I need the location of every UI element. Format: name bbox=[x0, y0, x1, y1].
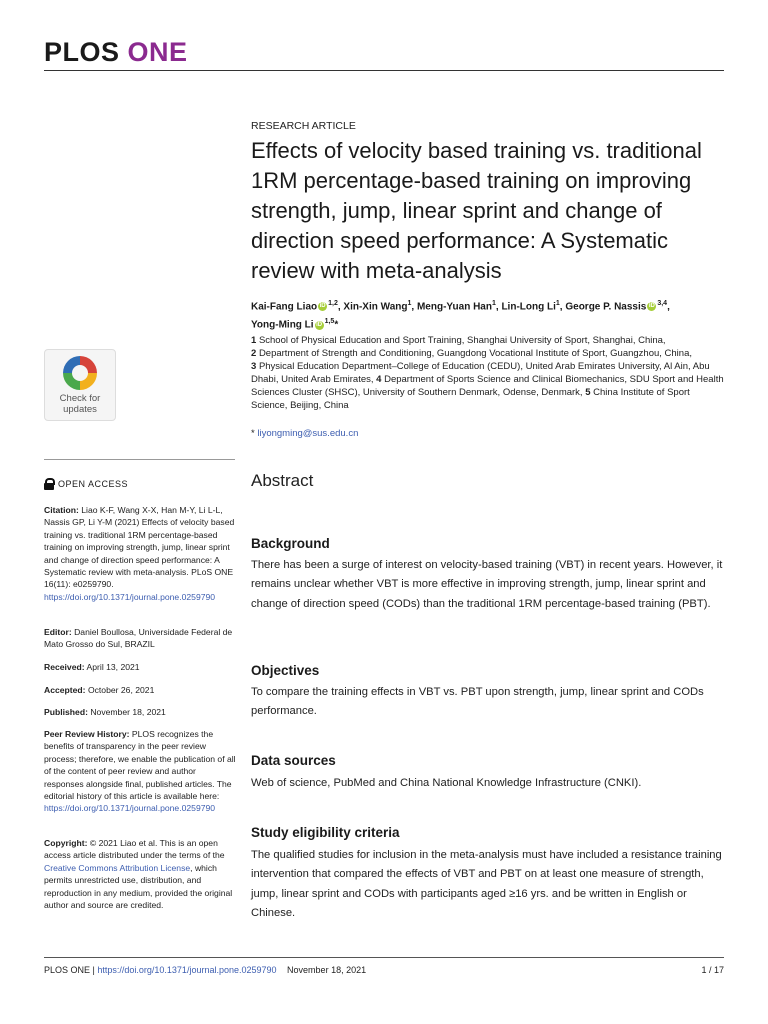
objectives-text: To compare the training effects in VBT vs. PBT upon strength, jump, linear sprint and CODs performance. bbox=[251, 686, 704, 718]
author-list: Kai-Fang Liao iD $^{1,2}$, Xin-Xin Wang$^1$, Meng-Yuan Han$^1$, Lin-Long Li$^1$, George P. Nassis iD $^{3,4}$, Yong-Ming Li iD $^{1,5}$* bbox=[251, 300, 670, 331]
open-access-label bbox=[44, 478, 128, 489]
logo-plos: PLOS bbox=[44, 37, 120, 67]
editor bbox=[44, 626, 236, 651]
peer-review-history bbox=[44, 728, 236, 815]
license-link[interactable]: Creative Commons Attribution License bbox=[44, 862, 191, 873]
affil-text: China Institute of Sport Science, Beijing, China bbox=[251, 387, 690, 411]
review-text: PLOS recognizes the benefits of transparency in the peer review process; therefore, we enable the publication of all of the content of peer review and author responses alongside final, published articles. The editorial history of this article is available here: bbox=[44, 729, 236, 802]
abstract-heading: Abstract bbox=[251, 471, 314, 490]
crossmark-icon bbox=[63, 356, 97, 390]
author-name[interactable]: Yong-Ming Li bbox=[251, 319, 314, 331]
author-name[interactable]: Meng-Yuan Han bbox=[416, 301, 492, 313]
email-link[interactable]: liyongming@sus.edu.cn bbox=[257, 428, 359, 439]
citation bbox=[44, 504, 236, 603]
accepted-date bbox=[44, 684, 236, 696]
affiliations bbox=[251, 334, 726, 412]
copyright-text-end: , which permits unrestricted use, distribution, and reproduction in any medium, provided the original author and source are credited. bbox=[44, 862, 233, 911]
page-number: 1 / 17 bbox=[701, 965, 724, 975]
affil-number: 5 bbox=[585, 387, 591, 398]
citation-doi-link[interactable]: https://doi.org/10.1371/journal.pone.0259790 bbox=[44, 591, 216, 602]
affil-text: Physical Education Department–College of Education (CEDU), United Arab Emirates University, Al Ain, Abu Dhabi, United Arab Emirates, bbox=[251, 361, 710, 385]
left-divider bbox=[44, 459, 235, 460]
author-name[interactable]: Xin-Xin Wang bbox=[343, 301, 408, 313]
affil-number: 4 bbox=[376, 374, 382, 385]
accepted-label: Accepted: bbox=[44, 685, 86, 695]
corresponding-star: * bbox=[334, 319, 339, 331]
footer-doi-link[interactable]: https://doi.org/10.1371/journal.pone.0259790 bbox=[97, 965, 277, 975]
footer-divider bbox=[44, 957, 724, 958]
journal-logo bbox=[44, 37, 188, 68]
affil-number: 3 bbox=[251, 361, 257, 372]
eligibility-heading: Study eligibility criteria bbox=[251, 825, 400, 840]
author-sup: 1 bbox=[407, 300, 412, 307]
received-date bbox=[44, 661, 236, 673]
copyright-text: © 2021 Liao et al. This is an open access article distributed under the terms of the bbox=[44, 838, 225, 861]
author-sup: 3,4 bbox=[657, 300, 668, 307]
review-history-link[interactable]: https://doi.org/10.1371/journal.pone.0259790 bbox=[44, 803, 216, 814]
badge-label bbox=[45, 393, 115, 415]
copyright bbox=[44, 837, 236, 911]
footer bbox=[44, 965, 366, 975]
editor-text: Daniel Boullosa, Universidade Federal de Mato Grosso do Sul, BRAZIL bbox=[44, 627, 233, 650]
editor-label: Editor: bbox=[44, 627, 72, 637]
open-access-text: OPEN ACCESS bbox=[58, 479, 129, 489]
footer-journal: PLOS ONE | bbox=[44, 965, 95, 975]
author-sup: 1,2 bbox=[328, 300, 338, 307]
published-date bbox=[44, 706, 236, 718]
footer-date: November 18, 2021 bbox=[287, 965, 367, 975]
orcid-icon[interactable]: iD bbox=[316, 321, 323, 328]
data-sources-heading: Data sources bbox=[251, 753, 336, 768]
open-lock-icon bbox=[44, 478, 54, 489]
eligibility-text: The qualified studies for inclusion in the meta-analysis must have included a resistance training intervention that compared the effects of VBT and PBT on at least one measure of strength, jump, linear sprint and CODs with participants aged ≥16 yrs. and be written in English or Chinese. bbox=[251, 849, 722, 919]
published-text: November 18, 2021 bbox=[90, 707, 166, 717]
author-sup: 1 bbox=[555, 300, 560, 307]
author-name[interactable]: Lin-Long Li bbox=[501, 301, 556, 313]
corresponding-email bbox=[251, 428, 358, 439]
affil-number: 1 bbox=[251, 335, 257, 346]
author-sup: 1 bbox=[491, 300, 496, 307]
objectives-heading: Objectives bbox=[251, 663, 320, 678]
received-label: Received: bbox=[44, 662, 85, 672]
author-name[interactable]: Kai-Fang Liao bbox=[251, 301, 318, 313]
affil-number: 2 bbox=[251, 348, 257, 359]
article-title: Effects of velocity based training vs. traditional 1RM percentage-based training on improving strength, jump, linear sprint and change of direction speed performance: A Systematic review with meta-analysis bbox=[251, 138, 702, 283]
badge-line-1: Check for bbox=[59, 393, 101, 404]
check-for-updates-button[interactable] bbox=[44, 349, 116, 421]
orcid-icon[interactable]: iD bbox=[319, 303, 326, 310]
citation-label: Citation: bbox=[44, 505, 79, 515]
article-type: RESEARCH ARTICLE bbox=[251, 120, 356, 132]
header-divider bbox=[44, 70, 724, 71]
affil-text: School of Physical Education and Sport Training, Shanghai University of Sport, Shanghai, China, bbox=[258, 335, 666, 346]
affil-text: Department of Strength and Conditioning, Guangdong Vocational Institute of Sport, Guangzhou, China, bbox=[258, 348, 693, 359]
affil-text: Department of Sports Science and Clinical Biomechanics, SDU Sport and Health Sciences Cluster (SHSC), University of Southern Denmark, Odense, Denmark, bbox=[251, 374, 724, 398]
author-name[interactable]: George P. Nassis bbox=[565, 301, 647, 313]
received-text: April 13, 2021 bbox=[86, 662, 140, 672]
badge-line-2: updates bbox=[63, 404, 97, 415]
data-sources-text: Web of science, PubMed and China National Knowledge Infrastructure (CNKI). bbox=[251, 777, 642, 789]
logo-one: ONE bbox=[127, 37, 188, 67]
citation-text: Liao K-F, Wang X-X, Han M-Y, Li L-L, Nassis GP, Li Y-M (2021) Effects of velocity based training vs. traditional 1RM percentage-based training on improving strength, jump, linear sprint and change of direction speed performance: A Systematic review with meta-analysis. PLoS ONE 16(11): e0259790. bbox=[44, 505, 235, 590]
review-label: Peer Review History: bbox=[44, 729, 130, 739]
copyright-label: Copyright: bbox=[44, 838, 88, 848]
accepted-text: October 26, 2021 bbox=[87, 685, 155, 695]
email-star: * bbox=[251, 428, 255, 439]
background-heading: Background bbox=[251, 536, 330, 551]
orcid-icon[interactable]: iD bbox=[648, 303, 655, 310]
published-label: Published: bbox=[44, 707, 88, 717]
author-sup: 1,5 bbox=[324, 318, 335, 326]
background-text: There has been a surge of interest on velocity-based training (VBT) in recent years. However, it remains unclear whether VBT is more effective in improving strength, jump, linear sprint and change of direction speed (CODs) than the traditional 1RM percentage-based training (PBT). bbox=[251, 559, 723, 610]
